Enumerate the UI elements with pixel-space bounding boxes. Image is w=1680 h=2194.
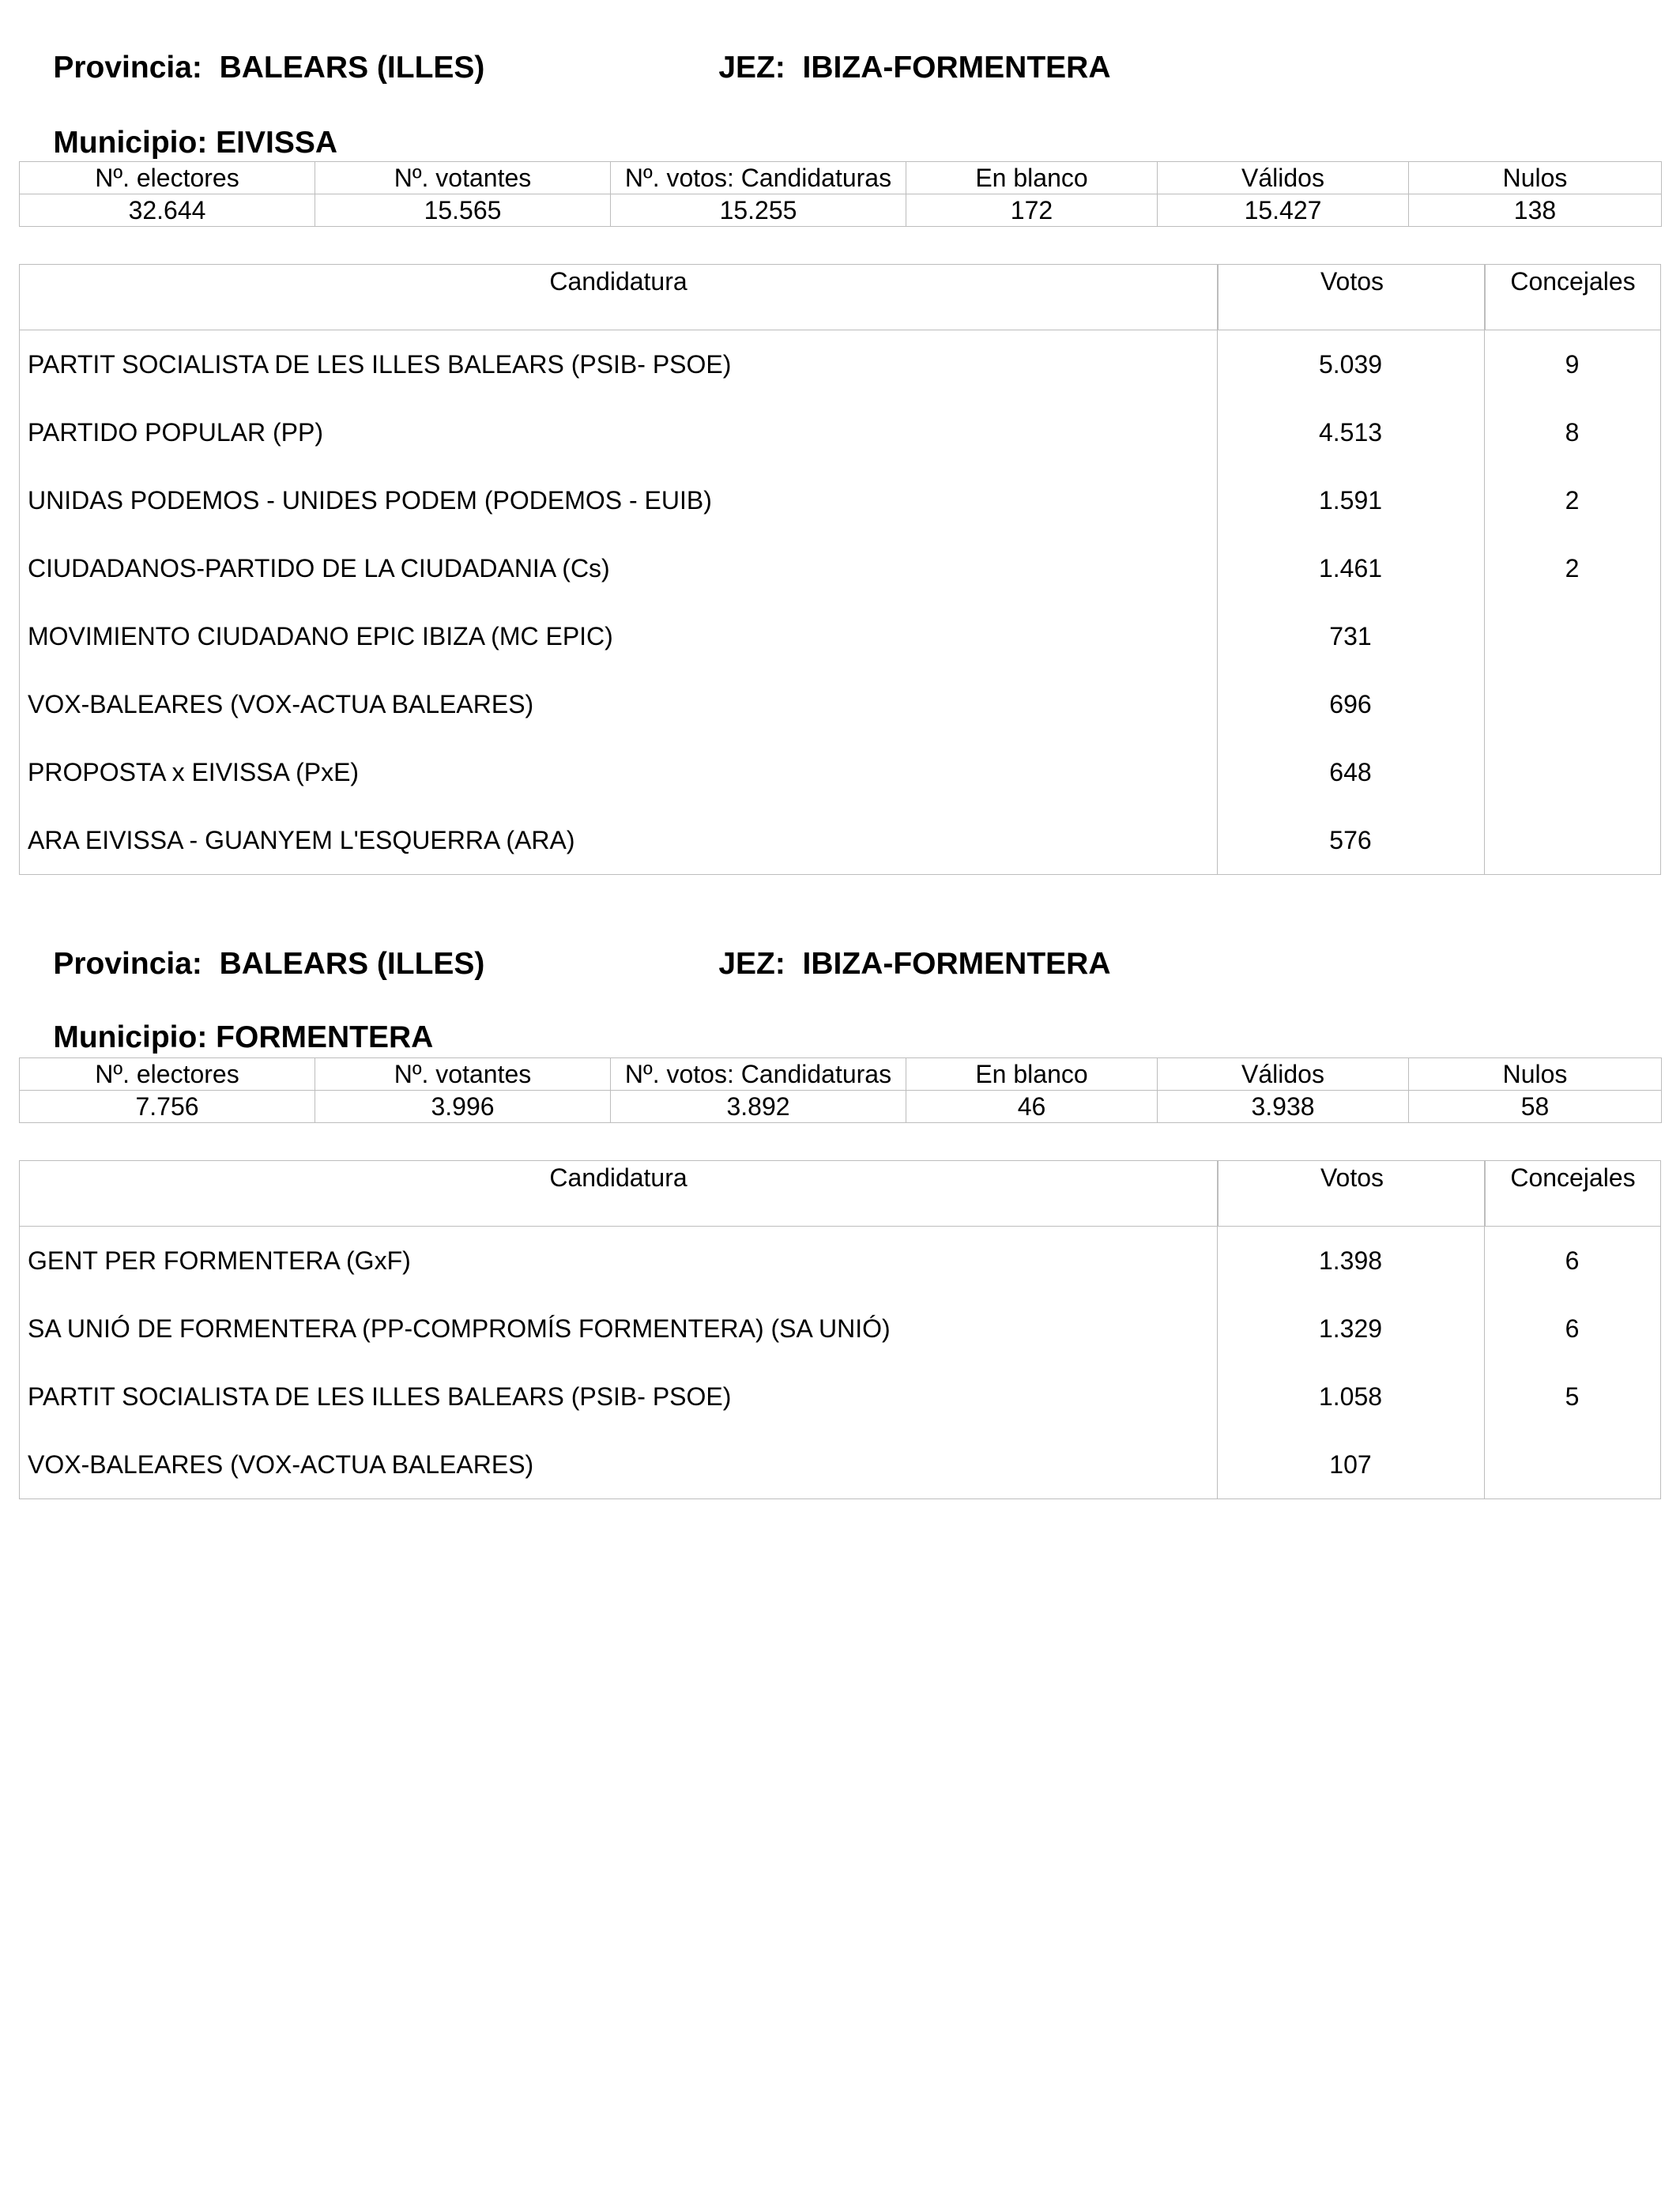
table-row	[20, 1227, 1660, 1295]
stats-header-votantes: Nº. votantes	[315, 1058, 611, 1091]
candidatura-votos: 1.461	[1318, 554, 1383, 582]
candidatura-concejales: 6	[1565, 1314, 1580, 1343]
jez-label: JEZ:	[718, 51, 785, 85]
stats-header-electores: Nº. electores	[20, 162, 315, 194]
candidatura-votos: 1.591	[1318, 486, 1383, 515]
candidatura-name: PARTIDO POPULAR (PP)	[28, 418, 323, 447]
stats-value-votantes: 15.565	[315, 194, 611, 227]
stats-header-nulos: Nulos	[1409, 162, 1662, 194]
candidaturas-body	[20, 1227, 1660, 1498]
stats-value-en-blanco: 46	[906, 1091, 1158, 1123]
candidaturas-table	[19, 264, 1661, 875]
stats-value-electores: 32.644	[20, 194, 315, 227]
table-row	[20, 738, 1660, 806]
stats-header-row	[20, 162, 1662, 194]
municipio-value: FORMENTERA	[216, 1020, 434, 1054]
candidatura-name: PROPOSTA x EIVISSA (PxE)	[28, 758, 360, 786]
stats-value-votantes: 3.996	[315, 1091, 611, 1123]
candidatura-votos: 648	[1329, 758, 1372, 786]
candidatura-votos: 107	[1329, 1450, 1372, 1479]
candidatura-name: MOVIMIENTO CIUDADANO EPIC IBIZA (MC EPIC)	[28, 622, 613, 650]
candidatura-name: ARA EIVISSA - GUANYEM L'ESQUERRA (ARA)	[28, 826, 575, 854]
candidatura-name: GENT PER FORMENTERA (GxF)	[28, 1246, 411, 1275]
table-row	[20, 806, 1660, 874]
candidatura-concejales: 2	[1565, 554, 1580, 582]
header-votos: Votos	[1217, 1161, 1486, 1226]
candidatura-concejales: 9	[1565, 350, 1580, 379]
table-row	[20, 1431, 1660, 1498]
candidatura-name: UNIDAS PODEMOS - UNIDES PODEM (PODEMOS - EUIB)	[28, 486, 712, 515]
stats-value-votos-candidaturas: 15.255	[611, 194, 906, 227]
candidatura-concejales: 2	[1565, 486, 1580, 515]
candidatura-votos: 1.329	[1318, 1314, 1383, 1343]
municipio-label: Municipio:	[53, 126, 208, 160]
table-row	[20, 670, 1660, 738]
candidatura-votos: 1.058	[1318, 1382, 1383, 1411]
jez-heading	[684, 918, 1111, 1010]
stats-value-row	[20, 194, 1662, 227]
table-row	[20, 1295, 1660, 1363]
candidatura-concejales: 5	[1565, 1382, 1580, 1411]
stats-header-votantes: Nº. votantes	[315, 162, 611, 194]
stats-header-votos-candidaturas: Nº. votos: Candidaturas	[611, 162, 906, 194]
candidaturas-header-row	[20, 1161, 1660, 1227]
candidatura-votos: 731	[1329, 622, 1372, 650]
candidatura-votos: 696	[1329, 690, 1372, 718]
candidatura-name: SA UNIÓ DE FORMENTERA (PP-COMPROMÍS FORMENTERA) (SA UNIÓ)	[28, 1314, 891, 1343]
candidatura-votos: 576	[1329, 826, 1372, 854]
summary-stats-table	[19, 161, 1662, 227]
table-row	[20, 398, 1660, 466]
stats-header-row	[20, 1058, 1662, 1091]
candidatura-concejales: 6	[1565, 1246, 1580, 1275]
jez-value: IBIZA-FORMENTERA	[802, 947, 1111, 981]
stats-header-electores: Nº. electores	[20, 1058, 315, 1091]
candidatura-name: VOX-BALEARES (VOX-ACTUA BALEARES)	[28, 690, 534, 718]
stats-header-validos: Válidos	[1158, 162, 1409, 194]
candidatura-votos: 4.513	[1318, 418, 1383, 447]
candidatura-votos: 5.039	[1318, 350, 1383, 379]
table-row	[20, 330, 1660, 398]
stats-value-row	[20, 1091, 1662, 1123]
header-concejales: Concejales	[1484, 265, 1660, 330]
stats-header-en-blanco: En blanco	[906, 1058, 1158, 1091]
provincia-label: Provincia:	[53, 51, 202, 85]
stats-header-validos: Válidos	[1158, 1058, 1409, 1091]
candidaturas-body	[20, 330, 1660, 874]
jez-value: IBIZA-FORMENTERA	[802, 51, 1111, 85]
stats-value-validos: 3.938	[1158, 1091, 1409, 1123]
header-candidatura: Candidatura	[549, 267, 687, 296]
stats-value-nulos: 58	[1409, 1091, 1662, 1123]
candidatura-concejales: 8	[1565, 418, 1580, 447]
candidaturas-header-row	[20, 265, 1660, 330]
candidatura-name: PARTIT SOCIALISTA DE LES ILLES BALEARS (PSIB- PSOE)	[28, 350, 732, 379]
summary-stats-table	[19, 1057, 1662, 1123]
provincia-value: BALEARS (ILLES)	[219, 947, 485, 981]
candidatura-name: CIUDADANOS-PARTIDO DE LA CIUDADANIA (Cs)	[28, 554, 610, 582]
table-row	[20, 466, 1660, 534]
stats-value-validos: 15.427	[1158, 194, 1409, 227]
stats-header-en-blanco: En blanco	[906, 162, 1158, 194]
jez-heading	[684, 21, 1111, 114]
candidatura-name: VOX-BALEARES (VOX-ACTUA BALEARES)	[28, 1450, 534, 1479]
provincia-value: BALEARS (ILLES)	[219, 51, 485, 85]
stats-value-votos-candidaturas: 3.892	[611, 1091, 906, 1123]
stats-value-nulos: 138	[1409, 194, 1662, 227]
header-concejales: Concejales	[1484, 1161, 1660, 1226]
municipio-value: EIVISSA	[216, 126, 338, 160]
header-votos: Votos	[1217, 265, 1486, 330]
provincia-label: Provincia:	[53, 947, 202, 981]
candidatura-name: PARTIT SOCIALISTA DE LES ILLES BALEARS (PSIB- PSOE)	[28, 1382, 732, 1411]
stats-header-votos-candidaturas: Nº. votos: Candidaturas	[611, 1058, 906, 1091]
jez-label: JEZ:	[718, 947, 785, 981]
header-candidatura: Candidatura	[549, 1163, 687, 1192]
stats-header-nulos: Nulos	[1409, 1058, 1662, 1091]
candidaturas-table	[19, 1160, 1661, 1499]
table-row	[20, 1363, 1660, 1431]
stats-value-en-blanco: 172	[906, 194, 1158, 227]
table-row	[20, 534, 1660, 602]
table-row	[20, 602, 1660, 670]
municipio-label: Municipio:	[53, 1020, 208, 1054]
stats-value-electores: 7.756	[20, 1091, 315, 1123]
candidatura-votos: 1.398	[1318, 1246, 1383, 1275]
